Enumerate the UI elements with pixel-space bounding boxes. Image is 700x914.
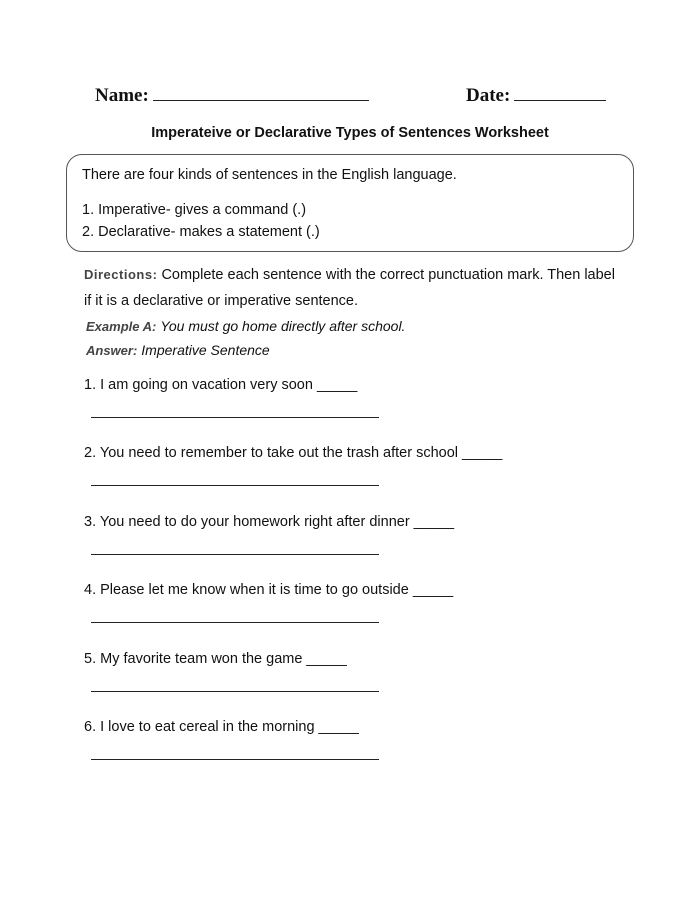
info-item-declarative: 2. Declarative- makes a statement (.)	[82, 224, 320, 240]
directions-label: Directions:	[84, 267, 158, 282]
worksheet-header	[0, 82, 700, 106]
name-field	[95, 82, 369, 107]
answer-text: Imperative Sentence	[141, 342, 270, 358]
answer-label: Answer:	[86, 343, 138, 358]
example-label: Example A:	[86, 319, 157, 334]
date-blank-line[interactable]	[514, 82, 606, 101]
date-field	[466, 82, 606, 107]
info-item-imperative: 1. Imperative- gives a command (.)	[82, 202, 307, 218]
name-label: Name:	[95, 85, 149, 106]
info-intro: There are four kinds of sentences in the English language.	[82, 167, 457, 183]
question-3: 3. You need to do your homework right after dinner _____	[84, 514, 455, 530]
answer-line-3[interactable]	[91, 554, 379, 555]
question-4: 4. Please let me know when it is time to go outside _____	[84, 582, 454, 598]
answer-line-4[interactable]	[91, 622, 379, 623]
example-sentence	[86, 318, 405, 334]
answer-line-6[interactable]	[91, 759, 379, 760]
worksheet-title: Imperateive or Declarative Types of Sentences Worksheet	[151, 125, 549, 141]
date-label: Date:	[466, 85, 511, 106]
answer-line-5[interactable]	[91, 691, 379, 692]
example-answer	[86, 342, 270, 358]
question-5: 5. My favorite team won the game _____	[84, 651, 347, 667]
sentence-types-box	[66, 154, 634, 252]
name-blank-line[interactable]	[153, 82, 369, 101]
question-2: 2. You need to remember to take out the trash after school _____	[84, 445, 503, 461]
answer-line-2[interactable]	[91, 485, 379, 486]
question-1: 1. I am going on vacation very soon _____	[84, 377, 358, 393]
question-6: 6. I love to eat cereal in the morning _____	[84, 719, 359, 735]
directions-text: Complete each sentence with the correct punctuation mark. Then label if it is a declarative or imperative sentence.	[84, 267, 615, 309]
directions	[84, 262, 624, 314]
example-text: You must go home directly after school.	[160, 318, 406, 334]
answer-line-1[interactable]	[91, 417, 379, 418]
